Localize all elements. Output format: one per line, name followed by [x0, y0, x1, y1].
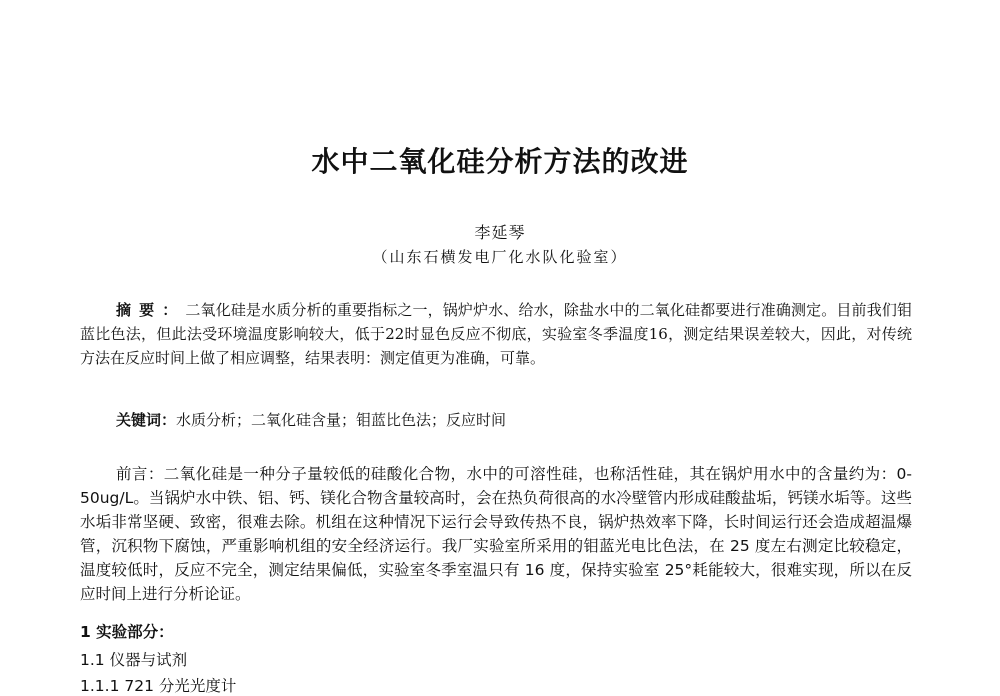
abstract — [80, 298, 912, 370]
preface-paragraph: 前言：二氧化硅是一种分子量较低的硅酸化合物，水中的可溶性硅，也称活性硅，其在锅炉用水中的含量约为：0-50ug/L。当锅炉水中铁、铝、钙、镁化合物含量较高时，会在热负荷很高的水冷壁管内形成硅酸盐垢，钙镁水垢等。这些水垢非常坚硬、致密，很难去除。机组在这种情况下运行会导致传热不良，锅炉热效率下降，长时间运行还会造成超温爆管，沉积物下腐蚀，严重影响机组的安全经济运行。我厂实验室所采用的钼蓝光电比色法，在 25 度左右测定比较稳定，温度较低时，反应不完全，测定结果偏低，实验室冬季室温只有 16 度，保持实验室 25°耗能较大，很难实现，所以在反应时间上进行分析论证。 — [80, 465, 912, 603]
author-affiliation: （山东石横发电厂化水队化验室） — [372, 248, 628, 266]
abstract-text: 二氧化硅是水质分析的重要指标之一，锅炉炉水、给水，除盐水中的二氧化硅都要进行准确测定。目前我们钼蓝比色法，但此法受环境温度影响较大，低于22时显色反应不彻底，实验室冬季温度16，测定结果误差较大，因此，对传统方法在反应时间上做了相应调整，结果表明：测定值更为准确，可靠。 — [80, 301, 912, 367]
section-heading-1-1-1: 1.1.1 721 分光光度计 — [80, 677, 237, 695]
paper-title: 水中二氧化硅分析方法的改进 — [311, 145, 689, 178]
section-heading-1-1: 1.1 仪器与试剂 — [80, 651, 188, 669]
abstract-label: 摘要： — [116, 301, 186, 319]
author-name: 李延琴 — [474, 223, 526, 242]
keywords — [80, 408, 912, 432]
keywords-text: 水质分析；二氧化硅含量；钼蓝比色法；反应时间 — [176, 411, 507, 429]
keywords-label: 关键词： — [116, 411, 177, 429]
section-heading-1: 1 实验部分： — [80, 623, 174, 641]
